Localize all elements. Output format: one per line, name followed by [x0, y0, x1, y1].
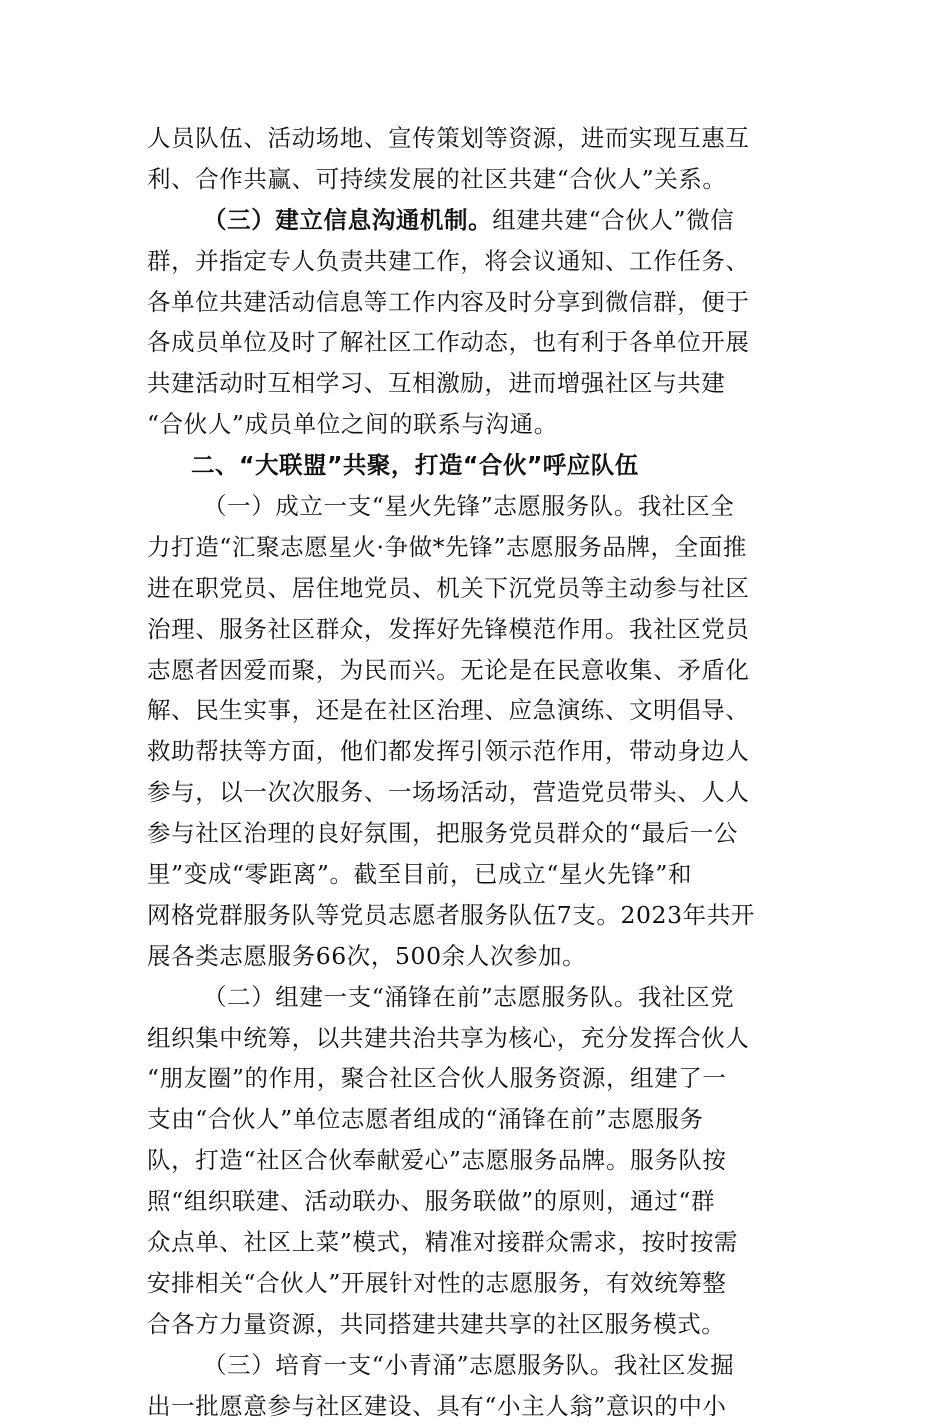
text-line: （二）组建一支“涌锋在前”志愿服务队。我社区党 [203, 982, 735, 1011]
text-line: 安排相关“合伙人”开展针对性的志愿服务，有效统筹整 [147, 1268, 727, 1297]
text-line: 各单位共建活动信息等工作内容及时分享到微信群，便于 [147, 287, 750, 316]
text-line: 共建活动时互相学习、互相激励，进而增强社区与共建 [147, 369, 726, 398]
text-line: 解、民生实事，还是在社区治理、应急演练、文明倡导、 [147, 696, 750, 725]
document-body [147, 118, 807, 1427]
text-line: 组织集中统筹，以共建共治共享为核心，充分发挥合伙人 [147, 1023, 750, 1052]
text-line: 人员队伍、活动场地、宣传策划等资源，进而实现互惠互 [147, 124, 750, 152]
text-line: 队，打造“社区合伙奉献爱心”志愿服务品牌。服务队按 [147, 1146, 727, 1175]
text-line: （一）成立一支“星火先锋”志愿服务队。我社区全 [203, 492, 735, 521]
paragraph-xinghuo-team [147, 486, 807, 977]
text-line: 照“组织联建、活动联办、服务联做”的原则，通过“群 [147, 1187, 716, 1216]
paragraph-1 [147, 118, 807, 200]
text-fragment: 组建共建“合伙人”微信 [492, 205, 735, 234]
text-line: 利、合作共赢、可持续发展的社区共建“合伙人”关系。 [147, 164, 727, 193]
paragraph-lead: （三）建立信息沟通机制。 [203, 205, 493, 234]
text-line: 救助帮扶等方面，他们都发挥引领示范作用，带动身边人 [147, 737, 750, 766]
text-line: 志愿者因爱而聚，为民而兴。无论是在民意收集、矛盾化 [147, 655, 750, 684]
section-heading: 二、“大联盟”共聚，打造“合伙”呼应队伍 [191, 451, 639, 480]
text-line: 参与社区治理的良好氛围，把服务党员群众的“最后一公 [147, 819, 739, 848]
text-line: 众点单、社区上菜”模式，精准对接群众需求，按时按需 [147, 1228, 739, 1257]
paragraph-xiaoqingyong-team [147, 1345, 807, 1427]
text-line: 网格党群服务队等党员志愿者服务队伍7支。2023年共开 [147, 900, 755, 929]
text-line: 力打造“汇聚志愿星火·争做*先锋”志愿服务品牌，全面推 [147, 532, 747, 561]
text-line: 进在职党员、居住地党员、机关下沉党员等主动参与社区 [147, 573, 750, 602]
paragraph-yongfeng-team [147, 977, 807, 1345]
text-line: 里”变成“零距离”。截至目前，已成立“星火先锋”和 [147, 860, 693, 889]
text-line: 展各类志愿服务66次，500余人次参加。 [147, 941, 587, 970]
text-line: “朋友圈”的作用，聚合社区合伙人服务资源，组建了一 [147, 1064, 727, 1093]
text-line: 合各方力量资源，共同搭建共建共享的社区服务模式。 [147, 1309, 726, 1338]
text-line: “合伙人”成员单位之间的联系与沟通。 [147, 410, 558, 439]
text-line: 出一批愿意参与社区建设、具有“小主人翁”意识的中小 [147, 1391, 727, 1420]
text-line: 群，并指定专人负责共建工作，将会议通知、工作任务、 [147, 246, 750, 275]
text-line: 参与，以一次次服务、一场场活动，营造党员带头、人人 [147, 778, 750, 807]
text-line: 支由“合伙人”单位志愿者组成的“涌锋在前”志愿服务 [147, 1105, 704, 1134]
text-line: （三）培育一支“小青涌”志愿服务队。我社区发掘 [203, 1350, 735, 1379]
text-line [147, 200, 807, 241]
text-line: 各成员单位及时了解社区工作动态，也有利于各单位开展 [147, 328, 750, 357]
text-line: 治理、服务社区群众，发挥好先锋模范作用。我社区党员 [147, 614, 750, 643]
paragraph-info-mechanism [147, 200, 807, 445]
